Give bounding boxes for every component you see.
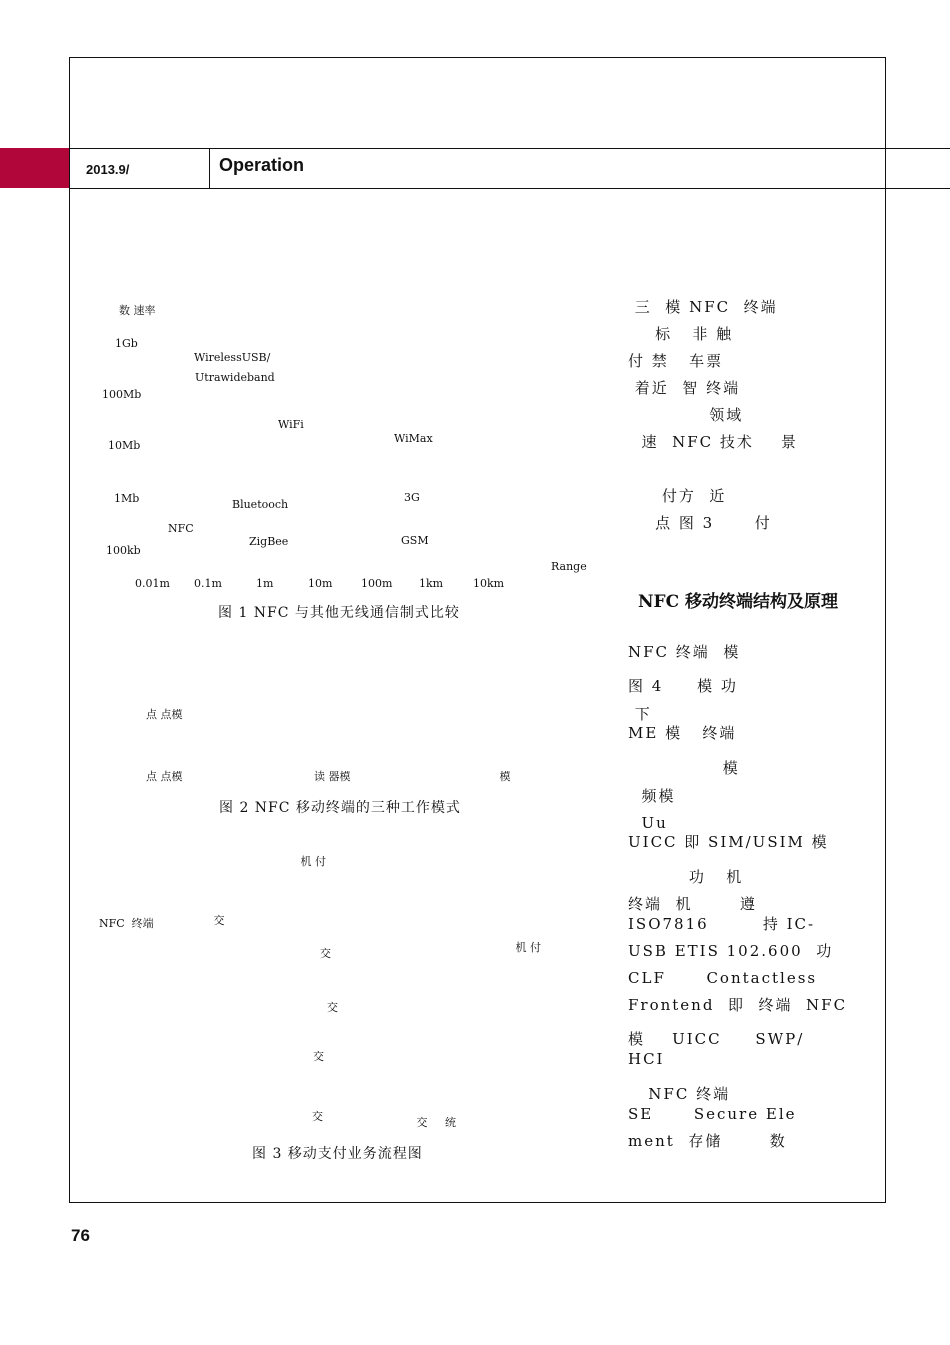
y-tick: 100Mb	[102, 388, 142, 401]
body-line: ​ ​ ​ ​ 点​ 图 3​ ​ ​ ​ ​ ​ 付	[628, 514, 772, 532]
body-line: ISO7816​ ​ ​ ​ ​ ​ ​ ​ 持 IC-	[628, 915, 816, 933]
flow-node: ​ ​ ​ 交​ ​	[203, 914, 228, 927]
body-line: ​ ​ ​ ​ ​ ​ ​ ​ ​ ​ ​ ​ ​ ​ 模	[628, 759, 740, 777]
flow-node: 交​ ​ ​ ​ ​	[313, 1050, 338, 1063]
body-line: ​ ​ ​ ​ ​	[628, 541, 656, 559]
tech-label-uwb: Utrawideband	[195, 371, 275, 384]
mode-label: 读​ 器模​	[314, 770, 351, 783]
section-title: Operation	[219, 155, 305, 175]
section-heading: NFC 移动终端结构及原理	[638, 592, 839, 612]
y-tick: 1Mb	[114, 492, 140, 505]
x-tick: 0.01m	[135, 577, 170, 590]
body-line: ​ ​ ​ ​ ​ ​ ​ ​ ​ ​ ​ ​ ​ ​ ​ ​	[628, 460, 730, 478]
mode-label: 点​ 点模​	[146, 708, 183, 721]
section-color-bar	[0, 148, 69, 188]
tech-label-3g: 3G	[404, 491, 420, 504]
flow-node: ​ ​ ​​ ​	[438, 917, 449, 930]
y-tick: 1Gb	[115, 337, 138, 350]
flow-node: NFC​ ​ 终端	[99, 917, 154, 930]
figure-1-caption: 图 1 NFC 与其他无线通信制式比较	[218, 605, 460, 621]
tech-label-gsm: GSM	[401, 534, 429, 547]
tech-label-wusb: WirelessUSB/	[194, 351, 271, 364]
body-line: ​ 下​	[628, 705, 652, 723]
body-line: ME 模​ ​ ​ 终端​ ​ ​ ​ ​	[628, 724, 764, 742]
mode-label: 点​ 点模​	[146, 770, 183, 783]
tech-label-bluetooth: Bluetooch	[232, 498, 289, 511]
mode-label: ​ 模​	[496, 770, 511, 783]
header-divider	[209, 148, 210, 188]
y-axis-title: 数​ 速率	[119, 304, 156, 317]
tech-label-wimax: WiMax	[394, 432, 433, 445]
flow-node: ​ 交​ ​ ​ ​ ​ 统	[413, 1116, 456, 1129]
body-line: ​ ​ ​ NFC 终端​ ​ ​	[628, 1085, 744, 1103]
x-axis-title: Range	[551, 560, 587, 573]
body-line: UICC​ 即 SIM/USIM​ 模​ ​	[628, 833, 836, 851]
flow-node: ​ ​ ​ 机​ 付​ ​ ​	[290, 855, 333, 868]
body-line: HCI​ ​ ​ ​ ​ ​​ ​ ​ ​ ​ ​ ​ ​	[628, 1050, 746, 1068]
body-line: USB ETIS 102.600​ ​ 功​ ​	[628, 942, 840, 960]
body-line: SE​ ​ ​ ​ ​ ​ ​Secure Ele	[628, 1105, 797, 1123]
x-tick: 0.1m	[194, 577, 222, 590]
flow-node: ​ ​ 交​ ​ ​ ​ ​	[313, 947, 345, 960]
figure-2-caption: 图 2 NFC 移动终端的三种工作模式	[219, 800, 461, 816]
header-rule-top	[69, 148, 950, 149]
body-line: ​ ​​ 频模​ ​ ​​ ​ ​ ​ ​ ​ ​	[628, 787, 730, 805]
body-line: NFC 终端​ ​ 模​ ​ ​ ​ ​	[628, 643, 768, 661]
x-tick: 100m	[361, 577, 393, 590]
body-line: CLF​ ​ ​ ​ ​ ​ ​Contactless	[628, 969, 818, 987]
x-tick: 1km	[419, 577, 444, 590]
figure-3-caption: 图 3 移动支付业务流程图	[252, 1146, 423, 1162]
header-rule-bottom	[69, 188, 950, 189]
body-line: ​ ​ Uu​ ​ ​ ​ ​	[628, 814, 695, 832]
tech-label-nfc: NFC	[168, 522, 194, 535]
flow-node: ​ ​ ​​ ​	[535, 1014, 546, 1027]
body-line: 模​ ​ ​ ​ UICC​ ​ ​ ​ ​ SWP/	[628, 1030, 805, 1048]
body-line: ​ 着近​ ​ 智​ 终端​ ​ ​	[628, 379, 754, 397]
tech-label-zigbee: ZigBee	[249, 535, 289, 548]
body-line: 付​​ 禁​ ​ ​ 车票​ ​	[628, 352, 730, 370]
body-line: ​ 三​ ​ 模​ ​NFC​ ​ 终端​ ​	[628, 298, 785, 316]
body-line: Frontend​ ​ 即​ ​ 终端​ ​ NFC	[628, 996, 848, 1014]
body-line: 图 4​ ​ ​​ ​ ​ 模​ 功​ ​ ​ ​	[628, 677, 759, 695]
y-tick: 100kb	[106, 544, 141, 557]
x-tick: 10m	[308, 577, 333, 590]
flow-node: ​ ​ 交​ ​ ​	[305, 1110, 330, 1123]
body-line: ​ ​ ​ ​ ​ 付方​ ​ 近​ ​ ​ ​	[628, 487, 747, 505]
body-line: ​ ​ ​ ​ 标​ ​​ ​ 非​ 触​ ​ ​	[628, 325, 747, 343]
x-tick: 1m	[256, 577, 274, 590]
body-line: ment​ ​ 存储​ ​ ​​ ​ ​ ​ ​ 数	[628, 1132, 787, 1150]
flow-node: ​ ​ ​ ​	[440, 932, 451, 945]
flow-node: ​ ​ ​ ​ ​	[531, 999, 545, 1012]
body-line: ​ ​ ​ ​ ​ ​ ​​ ​ ​ ​ ​ ​ 领域	[628, 406, 744, 424]
y-tick: 10Mb	[108, 439, 141, 452]
flow-node: ​ 机​ 付​ ​	[512, 941, 545, 954]
body-line: 终端​ ​ 机​ ​ ​ ​ ​ ​ ​ 遵​	[628, 895, 757, 913]
flow-node: ​ ​ 交​ ​ ​	[320, 1001, 345, 1014]
body-line: ​ ​ 速​ ​ ​NFC 技术​ ​ ​ ​ 景	[628, 433, 798, 451]
page-number: 76	[71, 1226, 90, 1245]
body-line: ​ ​ ​ ​ ​ ​ ​ ​ ​ 功​ ​​ ​ 机	[628, 868, 744, 886]
tech-label-wifi: WiFi	[278, 418, 304, 431]
x-tick: 10km	[473, 577, 505, 590]
issue-date: 2013.9/	[86, 162, 130, 177]
